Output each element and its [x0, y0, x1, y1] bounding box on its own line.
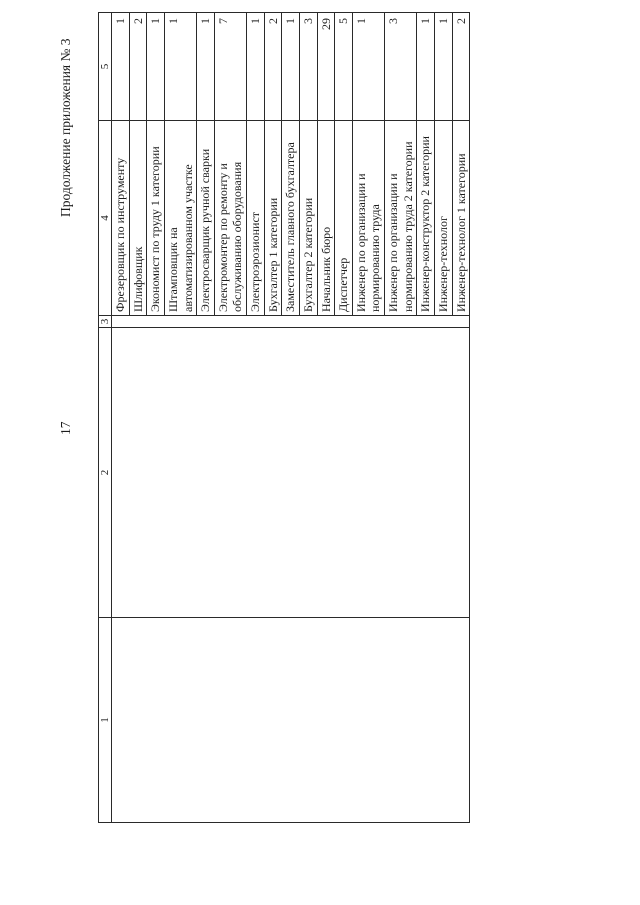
count-cell: 1 — [112, 13, 130, 121]
page-number: 17 — [58, 421, 73, 435]
column-header-5: 5 — [99, 13, 112, 121]
table-row — [317, 13, 335, 823]
col3-cell — [434, 316, 452, 328]
col3-cell — [264, 316, 282, 328]
col2-cell — [197, 328, 215, 618]
table-row — [112, 13, 130, 823]
position-cell: Инженер по организации и нормированию труда — [352, 121, 384, 316]
table-row — [417, 13, 435, 823]
position-cell: Бухгалтер 1 категории — [264, 121, 282, 316]
col3-cell — [282, 316, 300, 328]
col3-cell — [197, 316, 215, 328]
position-cell: Начальник бюро — [317, 121, 335, 316]
col3-cell — [247, 316, 265, 328]
count-cell: 1 — [247, 13, 265, 121]
col2-cell — [452, 328, 470, 618]
table-row — [452, 13, 470, 823]
count-cell: 3 — [299, 13, 317, 121]
col2-cell — [352, 328, 384, 618]
position-cell: Шлифовщик — [129, 121, 147, 316]
col2-cell — [214, 328, 246, 618]
col1-cell — [129, 618, 147, 823]
column-header-1: 1 — [99, 618, 112, 823]
position-cell: Бухгалтер 2 категории — [299, 121, 317, 316]
col3-cell — [112, 316, 130, 328]
table-row — [352, 13, 384, 823]
column-header-3: 3 — [99, 316, 112, 328]
table-row — [282, 13, 300, 823]
count-cell: 29 — [317, 13, 335, 121]
column-header-4: 4 — [99, 121, 112, 316]
col1-cell — [434, 618, 452, 823]
count-cell: 2 — [452, 13, 470, 121]
col1-cell — [452, 618, 470, 823]
col3-cell — [385, 316, 417, 328]
position-cell: Электроэрозионист — [247, 121, 265, 316]
table-row — [214, 13, 246, 823]
table-row — [385, 13, 417, 823]
position-cell: Инженер-технолог 1 категории — [452, 121, 470, 316]
col1-cell — [214, 618, 246, 823]
table-row — [164, 13, 196, 823]
col1-cell — [147, 618, 165, 823]
position-cell: Инженер-конструктор 2 категории — [417, 121, 435, 316]
col3-cell — [147, 316, 165, 328]
position-cell: Штамповщик на автоматизированном участке — [164, 121, 196, 316]
col2-cell — [282, 328, 300, 618]
count-cell: 3 — [385, 13, 417, 121]
col2-cell — [112, 328, 130, 618]
position-cell: Заместитель главного бухгалтера — [282, 121, 300, 316]
col1-cell — [352, 618, 384, 823]
col2-cell — [417, 328, 435, 618]
count-cell: 1 — [282, 13, 300, 121]
count-cell: 1 — [434, 13, 452, 121]
col1-cell — [335, 618, 353, 823]
col1-cell — [112, 618, 130, 823]
col1-cell — [417, 618, 435, 823]
count-cell: 2 — [264, 13, 282, 121]
col3-cell — [352, 316, 384, 328]
position-cell: Инженер по организации и нормированию труда 2 категории — [385, 121, 417, 316]
col2-cell — [147, 328, 165, 618]
count-cell: 1 — [197, 13, 215, 121]
col1-cell — [264, 618, 282, 823]
col1-cell — [317, 618, 335, 823]
position-cell: Электромонтер по ремонту и обслуживанию оборудования — [214, 121, 246, 316]
col1-cell — [197, 618, 215, 823]
count-cell: 7 — [214, 13, 246, 121]
staff-table — [98, 12, 470, 823]
count-cell: 5 — [335, 13, 353, 121]
staff-table-body — [99, 13, 470, 823]
appendix-title: Продолжение приложения № 3 — [58, 38, 73, 217]
count-cell: 2 — [129, 13, 147, 121]
position-cell: Фрезеровщик по инструменту — [112, 121, 130, 316]
count-cell: 1 — [147, 13, 165, 121]
position-cell: Электросварщик ручной сварки — [197, 121, 215, 316]
column-header-2: 2 — [99, 328, 112, 618]
col3-cell — [129, 316, 147, 328]
table-row — [129, 13, 147, 823]
col2-cell — [434, 328, 452, 618]
col3-cell — [317, 316, 335, 328]
col3-cell — [164, 316, 196, 328]
table-row — [299, 13, 317, 823]
col2-cell — [385, 328, 417, 618]
col2-cell — [164, 328, 196, 618]
table-row — [197, 13, 215, 823]
col3-cell — [214, 316, 246, 328]
position-cell: Диспетчер — [335, 121, 353, 316]
count-cell: 1 — [417, 13, 435, 121]
table-header-row — [99, 13, 112, 823]
col3-cell — [452, 316, 470, 328]
col2-cell — [129, 328, 147, 618]
col1-cell — [385, 618, 417, 823]
position-cell: Инженер-технолог — [434, 121, 452, 316]
table-row — [147, 13, 165, 823]
table-row — [335, 13, 353, 823]
table-row — [247, 13, 265, 823]
col3-cell — [417, 316, 435, 328]
col2-cell — [299, 328, 317, 618]
table-row — [434, 13, 452, 823]
col2-cell — [247, 328, 265, 618]
col3-cell — [299, 316, 317, 328]
col1-cell — [282, 618, 300, 823]
col2-cell — [264, 328, 282, 618]
position-cell: Экономист по труду 1 категории — [147, 121, 165, 316]
col2-cell — [317, 328, 335, 618]
col2-cell — [335, 328, 353, 618]
col1-cell — [299, 618, 317, 823]
col1-cell — [164, 618, 196, 823]
count-cell: 1 — [352, 13, 384, 121]
count-cell: 1 — [164, 13, 196, 121]
table-row — [264, 13, 282, 823]
col1-cell — [247, 618, 265, 823]
col3-cell — [335, 316, 353, 328]
